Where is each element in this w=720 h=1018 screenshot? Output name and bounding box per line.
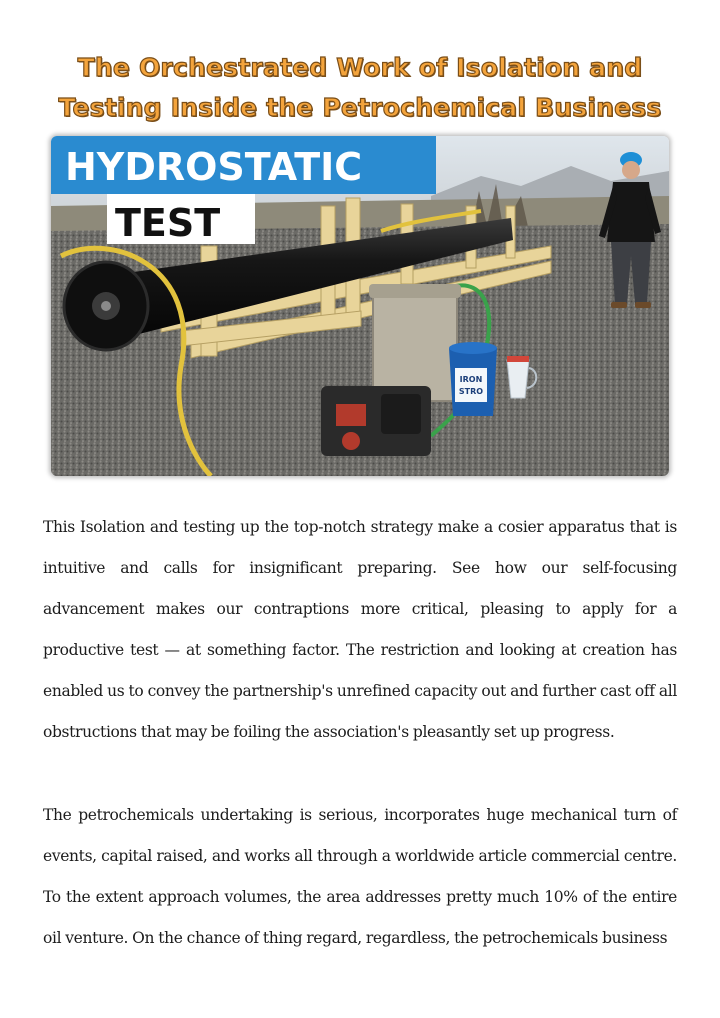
banner-line-1: HYDROSTATIC	[65, 145, 363, 189]
paragraph-1: This Isolation and testing up the top-notch strategy make a cosier apparatus that is intuitive and calls for insignificant preparing. See how our self-focusing advancement makes our contraptions more critical, pleasing to apply for a productive test — at something factor. The restriction and looking at creation has enabled us to convey the partnership's unrefined capacity out and further cast off all obstructions that may be foiling the association's pleasantly set up progress.	[43, 518, 677, 741]
title-line-2: Testing Inside the Petrochemical Business	[58, 93, 662, 122]
paragraph-2: The petrochemicals undertaking is serious, incorporates huge mechanical turn of events, capital raised, and works all through a worldwide article commercial centre. To the extent approach volumes, the area addresses pretty much 10% of the entire oil venture. On the chance of thing regard, regardless, the petrochemicals business	[43, 806, 677, 947]
title-line-1: The Orchestrated Work of Isolation and	[77, 53, 643, 82]
document-title	[20, 48, 700, 128]
hydrostatic-test-photo	[51, 136, 669, 476]
bucket-label-1: IRON	[459, 375, 483, 384]
banner-line-2: TEST	[115, 201, 221, 245]
bucket-label-2: STRO	[458, 387, 484, 396]
